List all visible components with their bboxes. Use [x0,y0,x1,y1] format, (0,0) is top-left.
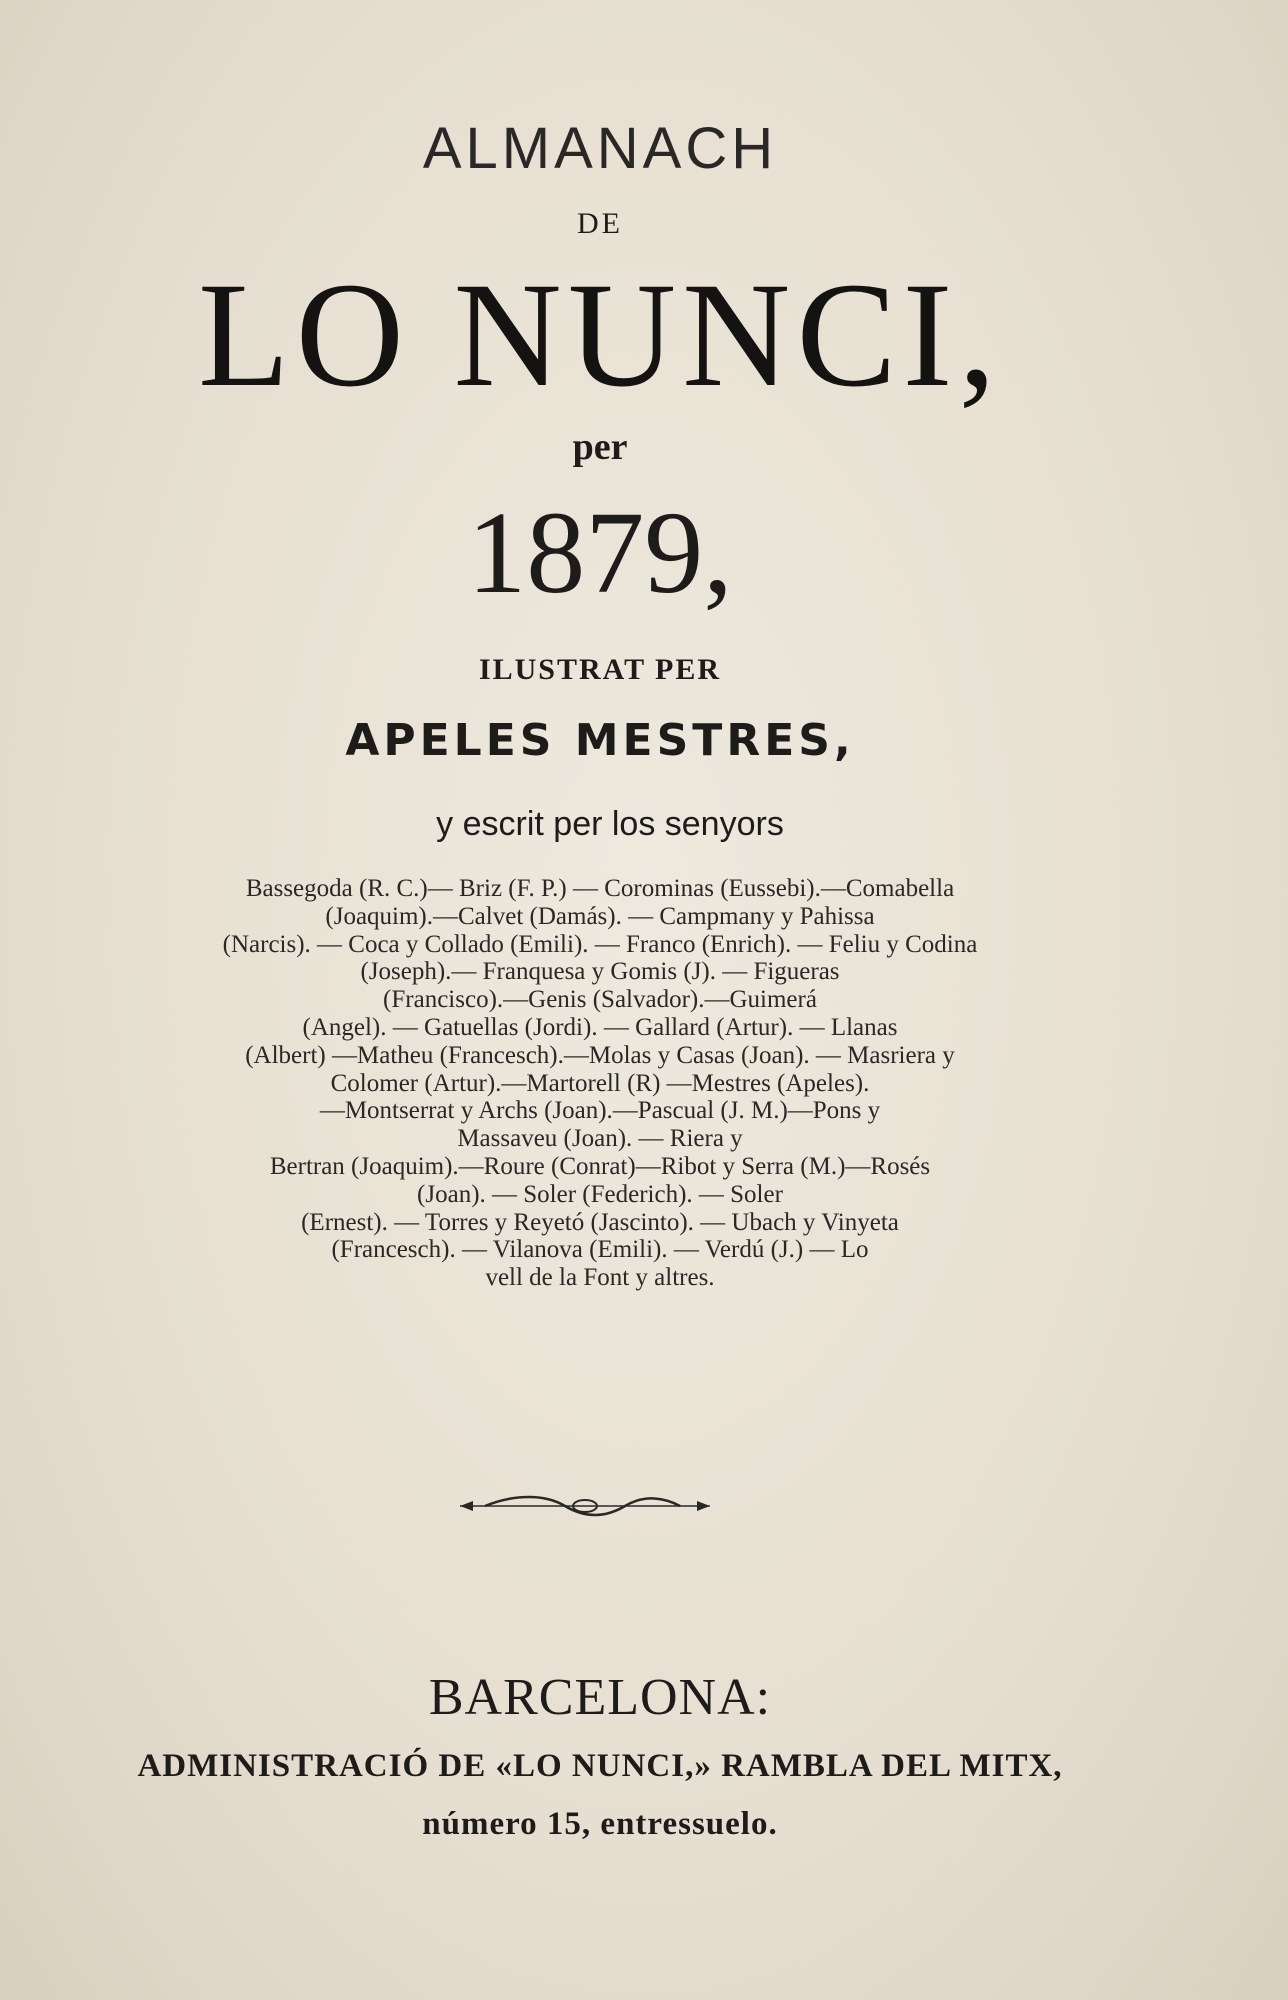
authors-line: (Narcis). — Coca y Collado (Emili). — Franco (Enrich). — Feliu y Codina [222,930,978,958]
main-title: LO NUNCI, [198,252,1002,418]
authors-line: Bassegoda (R. C.)— Briz (F. P.) — Corominas (Eussebi).—Comabella [245,875,955,902]
authors-line: (Joan). — Soler (Federich). — Soler [417,1180,783,1208]
authors-list [95,875,1105,1292]
city-name: BARCELONA: [428,1669,772,1726]
authors-line: (Joaquim).—Calvet (Damás). — Campmany y Pahissa [325,902,875,930]
authors-line: (Angel). — Gatuellas (Jordi). — Gallard (Artur). — Llanas [302,1013,898,1041]
authors-line: (Joseph).— Franquesa y Gomis (J). — Figueras [360,958,840,986]
almanach-heading: ALMANACH [422,116,778,181]
de-label: DE [577,207,623,240]
written-by-label: y escrit per los senyors [436,805,784,843]
authors-line: Massaveu (Joan). — Riera y [457,1125,743,1153]
authors-line: (Francesch). — Vilanova (Emili). — Verdú (J.) — Lo [331,1236,869,1264]
decorative-rule-icon [455,1488,715,1524]
authors-line: Colomer (Artur).—Martorell (R) —Mestres (Apeles). [330,1069,870,1097]
illustrated-by-label: ILUSTRAT PER [478,653,722,686]
authors-line: (Francisco).—Genis (Salvador).—Guimerá [383,986,817,1014]
publisher-line: ADMINISTRACIÓ DE «LO NUNCI,» RAMBLA DEL MITX, [137,1748,1063,1784]
authors-line: (Albert) —Matheu (Francesch).—Molas y Casas (Joan). — Masriera y [245,1041,955,1069]
authors-line: (Ernest). — Torres y Reyetó (Jascinto). — Ubach y Vinyeta [301,1208,899,1236]
per-label: per [572,426,628,468]
address-line: número 15, entressuelo. [422,1806,778,1842]
authors-line: Bertran (Joaquim).—Roure (Conrat)—Ribot y Serra (M.)—Rosés [269,1152,931,1180]
illustrator-name: APELES MESTRES, [345,715,855,766]
authors-line: —Montserrat y Archs (Joan).—Pascual (J. M.)—Pons y [319,1097,881,1125]
year: 1879, [467,487,733,618]
authors-line: vell de la Font y altres. [485,1264,715,1292]
